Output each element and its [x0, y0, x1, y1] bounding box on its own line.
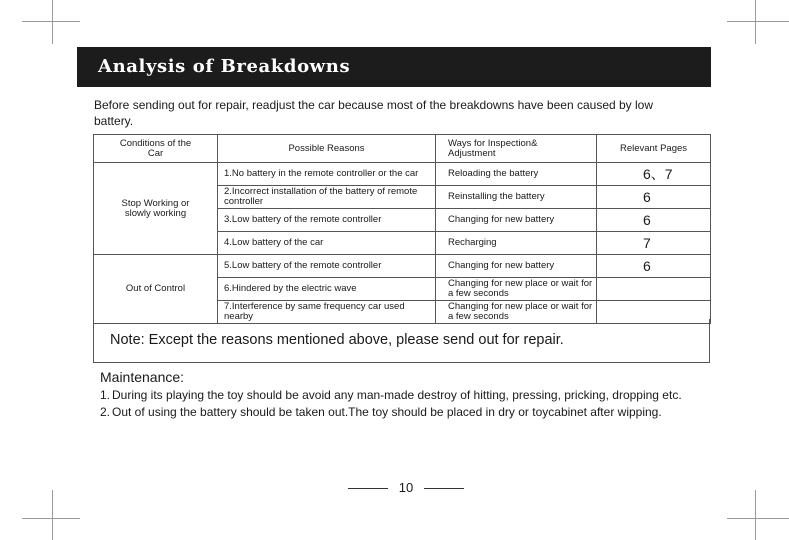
header-bar — [77, 47, 711, 87]
item-text: Out of using the battery should be taken out.The toy should be placed in dry or toycabinet after wipping. — [112, 405, 662, 419]
page-title: Analysis of Breakdowns — [98, 56, 351, 77]
crop-mark — [727, 518, 789, 519]
way-cell: Changing for new battery — [436, 209, 597, 232]
condition-cell: Out of Control — [94, 255, 218, 324]
list-item — [100, 405, 720, 420]
crop-mark — [52, 490, 53, 540]
reason-cell: 4.Low battery of the car — [218, 232, 436, 255]
column-header-pages: Relevant Pages — [597, 135, 711, 163]
reason-cell: 2.Incorrect installation of the battery of remote controller — [218, 186, 436, 209]
crop-mark — [755, 490, 756, 540]
way-cell: Recharging — [436, 232, 597, 255]
column-header-ways: Ways for Inspection& Adjustment — [436, 135, 597, 163]
crop-mark — [727, 21, 789, 22]
column-header-conditions: Conditions of the Car — [94, 135, 218, 163]
column-header-reasons: Possible Reasons — [218, 135, 436, 163]
crop-mark — [52, 0, 53, 44]
intro-text: Before sending out for repair, readjust the car because most of the breakdowns have been caused by low battery. — [94, 98, 654, 128]
table-header-row — [94, 135, 711, 163]
page-cell: 6 — [597, 209, 711, 232]
item-text: During its playing the toy should be avoid any man-made destroy of hitting, pressing, pricking, dropping etc. — [112, 388, 682, 402]
reason-cell: 7.Interference by same frequency car used nearby — [218, 301, 436, 324]
crop-mark — [22, 21, 80, 22]
page-cell: 6、7 — [597, 163, 711, 186]
way-cell: Changing for new place or wait for a few seconds — [436, 301, 597, 324]
list-item — [100, 388, 720, 403]
page-cell: 6 — [597, 255, 711, 278]
table-row — [94, 255, 711, 278]
table-row — [94, 163, 711, 186]
crop-mark — [755, 0, 756, 44]
way-cell: Reinstalling the battery — [436, 186, 597, 209]
divider — [348, 488, 388, 489]
reason-cell: 6.Hindered by the electric wave — [218, 278, 436, 301]
note-box — [93, 319, 710, 363]
item-number: 1. — [100, 388, 111, 402]
maintenance-title: Maintenance: — [100, 369, 185, 385]
reason-cell: 1.No battery in the remote controller or the car — [218, 163, 436, 186]
way-cell: Changing for new place or wait for a few seconds — [436, 278, 597, 301]
divider — [424, 488, 464, 489]
breakdown-table — [93, 134, 711, 324]
reason-cell: 5.Low battery of the remote controller — [218, 255, 436, 278]
maintenance-list — [100, 388, 720, 422]
reason-cell: 3.Low battery of the remote controller — [218, 209, 436, 232]
crop-mark — [22, 518, 80, 519]
item-number: 2. — [100, 405, 111, 419]
note-text: Note: Except the reasons mentioned above, please send out for repair. — [110, 332, 564, 348]
page-number-text: 10 — [398, 480, 414, 495]
page-cell: 7 — [597, 232, 711, 255]
page-cell: 6 — [597, 186, 711, 209]
way-cell: Reloading the battery — [436, 163, 597, 186]
page-number — [346, 480, 466, 496]
way-cell: Changing for new battery — [436, 255, 597, 278]
condition-cell: Stop Working or slowly working — [94, 163, 218, 255]
page-cell — [597, 278, 711, 301]
